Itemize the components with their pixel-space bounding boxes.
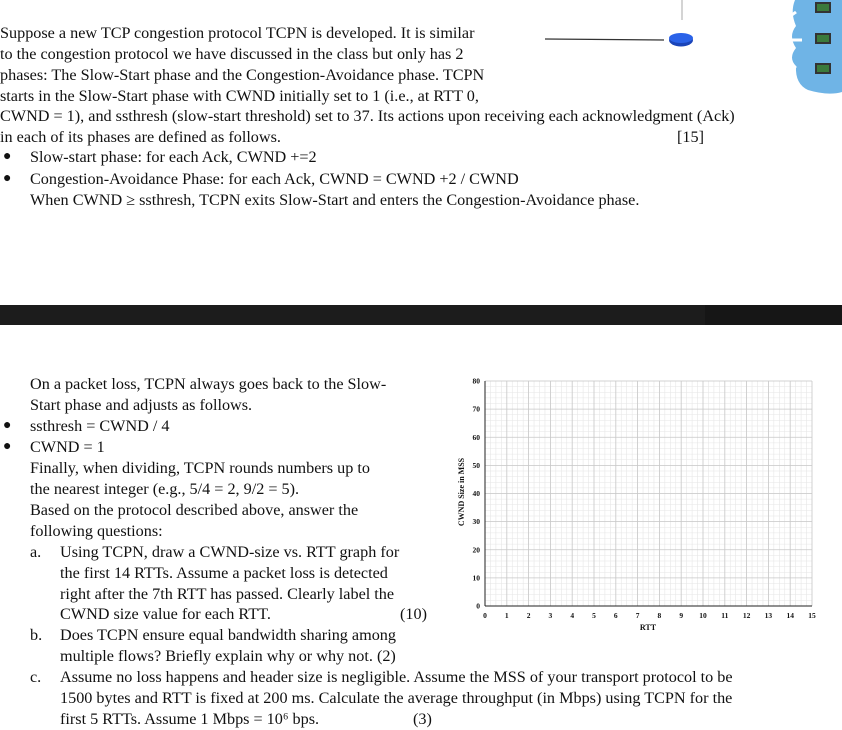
- bullet-icon: ●: [3, 171, 12, 186]
- question-a-line: CWND size value for each RTT.: [60, 605, 271, 623]
- y-tick-label: 10: [472, 573, 480, 583]
- loss-line: Start phase and adjusts as follows.: [30, 396, 253, 414]
- question-b-line: multiple flows? Briefly explain why or why not. (2): [60, 647, 396, 665]
- y-tick-label: 70: [472, 404, 480, 414]
- question-b-label: b.: [30, 626, 43, 644]
- x-tick-label: 14: [786, 611, 794, 620]
- question-c-line: first 5 RTTs. Assume 1 Mbps = 10⁶ bps.: [60, 710, 320, 728]
- y-tick-label: 40: [472, 489, 480, 498]
- intro-line: starts in the Slow-Start phase with CWND initially set to 1 (i.e., at RTT 0,: [0, 87, 479, 105]
- loss-line: On a packet loss, TCPN always goes back to the Slow-: [30, 375, 387, 393]
- x-tick-label: 4: [570, 611, 575, 620]
- x-tick-label: 10: [699, 611, 707, 620]
- y-tick-label: 20: [472, 545, 480, 555]
- x-tick-label: 0: [483, 611, 487, 620]
- x-tick-label: 9: [679, 611, 684, 620]
- x-tick-label: 5: [592, 611, 596, 620]
- y-axis-label: CWND Size in MSS: [457, 457, 466, 527]
- x-tick-label: 1: [504, 611, 509, 620]
- phase-bullet: Slow-start phase: for each Ack, CWND +=2: [30, 148, 317, 166]
- x-tick-label: 11: [721, 611, 729, 620]
- x-axis-label: RTT: [639, 623, 657, 632]
- x-tick-label: 8: [657, 611, 662, 620]
- page-divider-right: [705, 305, 842, 325]
- cwnd-rtt-chart: [455, 372, 842, 637]
- intro-line: phases: The Slow-Start phase and the Congestion-Avoidance phase. TCPN: [0, 66, 485, 84]
- bullet-icon: ●: [3, 439, 12, 454]
- y-tick-label: 30: [472, 517, 480, 527]
- question-a-line: right after the 7th RTT has passed. Clearly label the: [60, 585, 395, 603]
- x-tick-label: 15: [808, 611, 816, 620]
- question-c-label: c.: [30, 668, 42, 686]
- question-a-line: Using TCPN, draw a CWND-size vs. RTT graph for: [60, 543, 400, 561]
- question-a-marks: (10): [400, 605, 427, 623]
- question-b-line: Does TCPN ensure equal bandwidth sharing among: [60, 626, 396, 644]
- x-tick-label: 6: [613, 611, 618, 620]
- y-tick-label: 80: [472, 376, 480, 386]
- based-line: Based on the protocol described above, answer the: [30, 501, 359, 519]
- cwnd-rtt-chart-svg: [455, 372, 842, 637]
- phase-bullet: Congestion-Avoidance Phase: for each Ack, CWND = CWND +2 / CWND: [30, 170, 519, 188]
- x-tick-label: 7: [635, 611, 640, 620]
- question-c-marks: (3): [413, 710, 432, 728]
- question-c-line: 1500 bytes and RTT is fixed at 200 ms. Calculate the average throughput (in Mbps) using TCPN for the: [60, 689, 733, 707]
- x-tick-label: 12: [742, 611, 751, 620]
- rounding-line: the nearest integer (e.g., 5/4 = 2, 9/2 = 5).: [30, 480, 300, 498]
- bullet-icon: ●: [3, 418, 12, 433]
- intro-line: CWND = 1), and ssthresh (slow-start threshold) set to 37. Its actions upon receiving each acknowledgment (Ack): [0, 107, 735, 125]
- intro-line: in each of its phases are defined as follows.: [0, 128, 281, 146]
- question-a-label: a.: [30, 543, 42, 561]
- problem-statement: [0, 0, 842, 300]
- x-tick-label: 13: [764, 611, 773, 620]
- loss-bullet: CWND = 1: [30, 438, 105, 456]
- based-line: following questions:: [30, 522, 163, 540]
- x-tick-label: 2: [526, 611, 531, 620]
- y-tick-label: 0: [476, 601, 480, 611]
- transition-line: When CWND ≥ ssthresh, TCPN exits Slow-Start and enters the Congestion-Avoidance phase.: [30, 191, 640, 209]
- intro-line: Suppose a new TCP congestion protocol TCPN is developed. It is similar: [0, 24, 475, 42]
- rounding-line: Finally, when dividing, TCPN rounds numbers up to: [30, 459, 370, 477]
- question-a-line: the first 14 RTTs. Assume a packet loss is detected: [60, 564, 388, 582]
- points-label: [15]: [677, 128, 704, 146]
- bullet-icon: ●: [3, 149, 12, 164]
- y-tick-label: 60: [472, 432, 480, 442]
- question-c-line: Assume no loss happens and header size is negligible. Assume the MSS of your transport protocol to be: [60, 668, 733, 686]
- x-tick-label: 3: [548, 611, 553, 620]
- y-tick-label: 50: [472, 460, 480, 470]
- intro-line: to the congestion protocol we have discussed in the class but only has 2: [0, 45, 464, 63]
- loss-bullet: ssthresh = CWND / 4: [30, 417, 170, 435]
